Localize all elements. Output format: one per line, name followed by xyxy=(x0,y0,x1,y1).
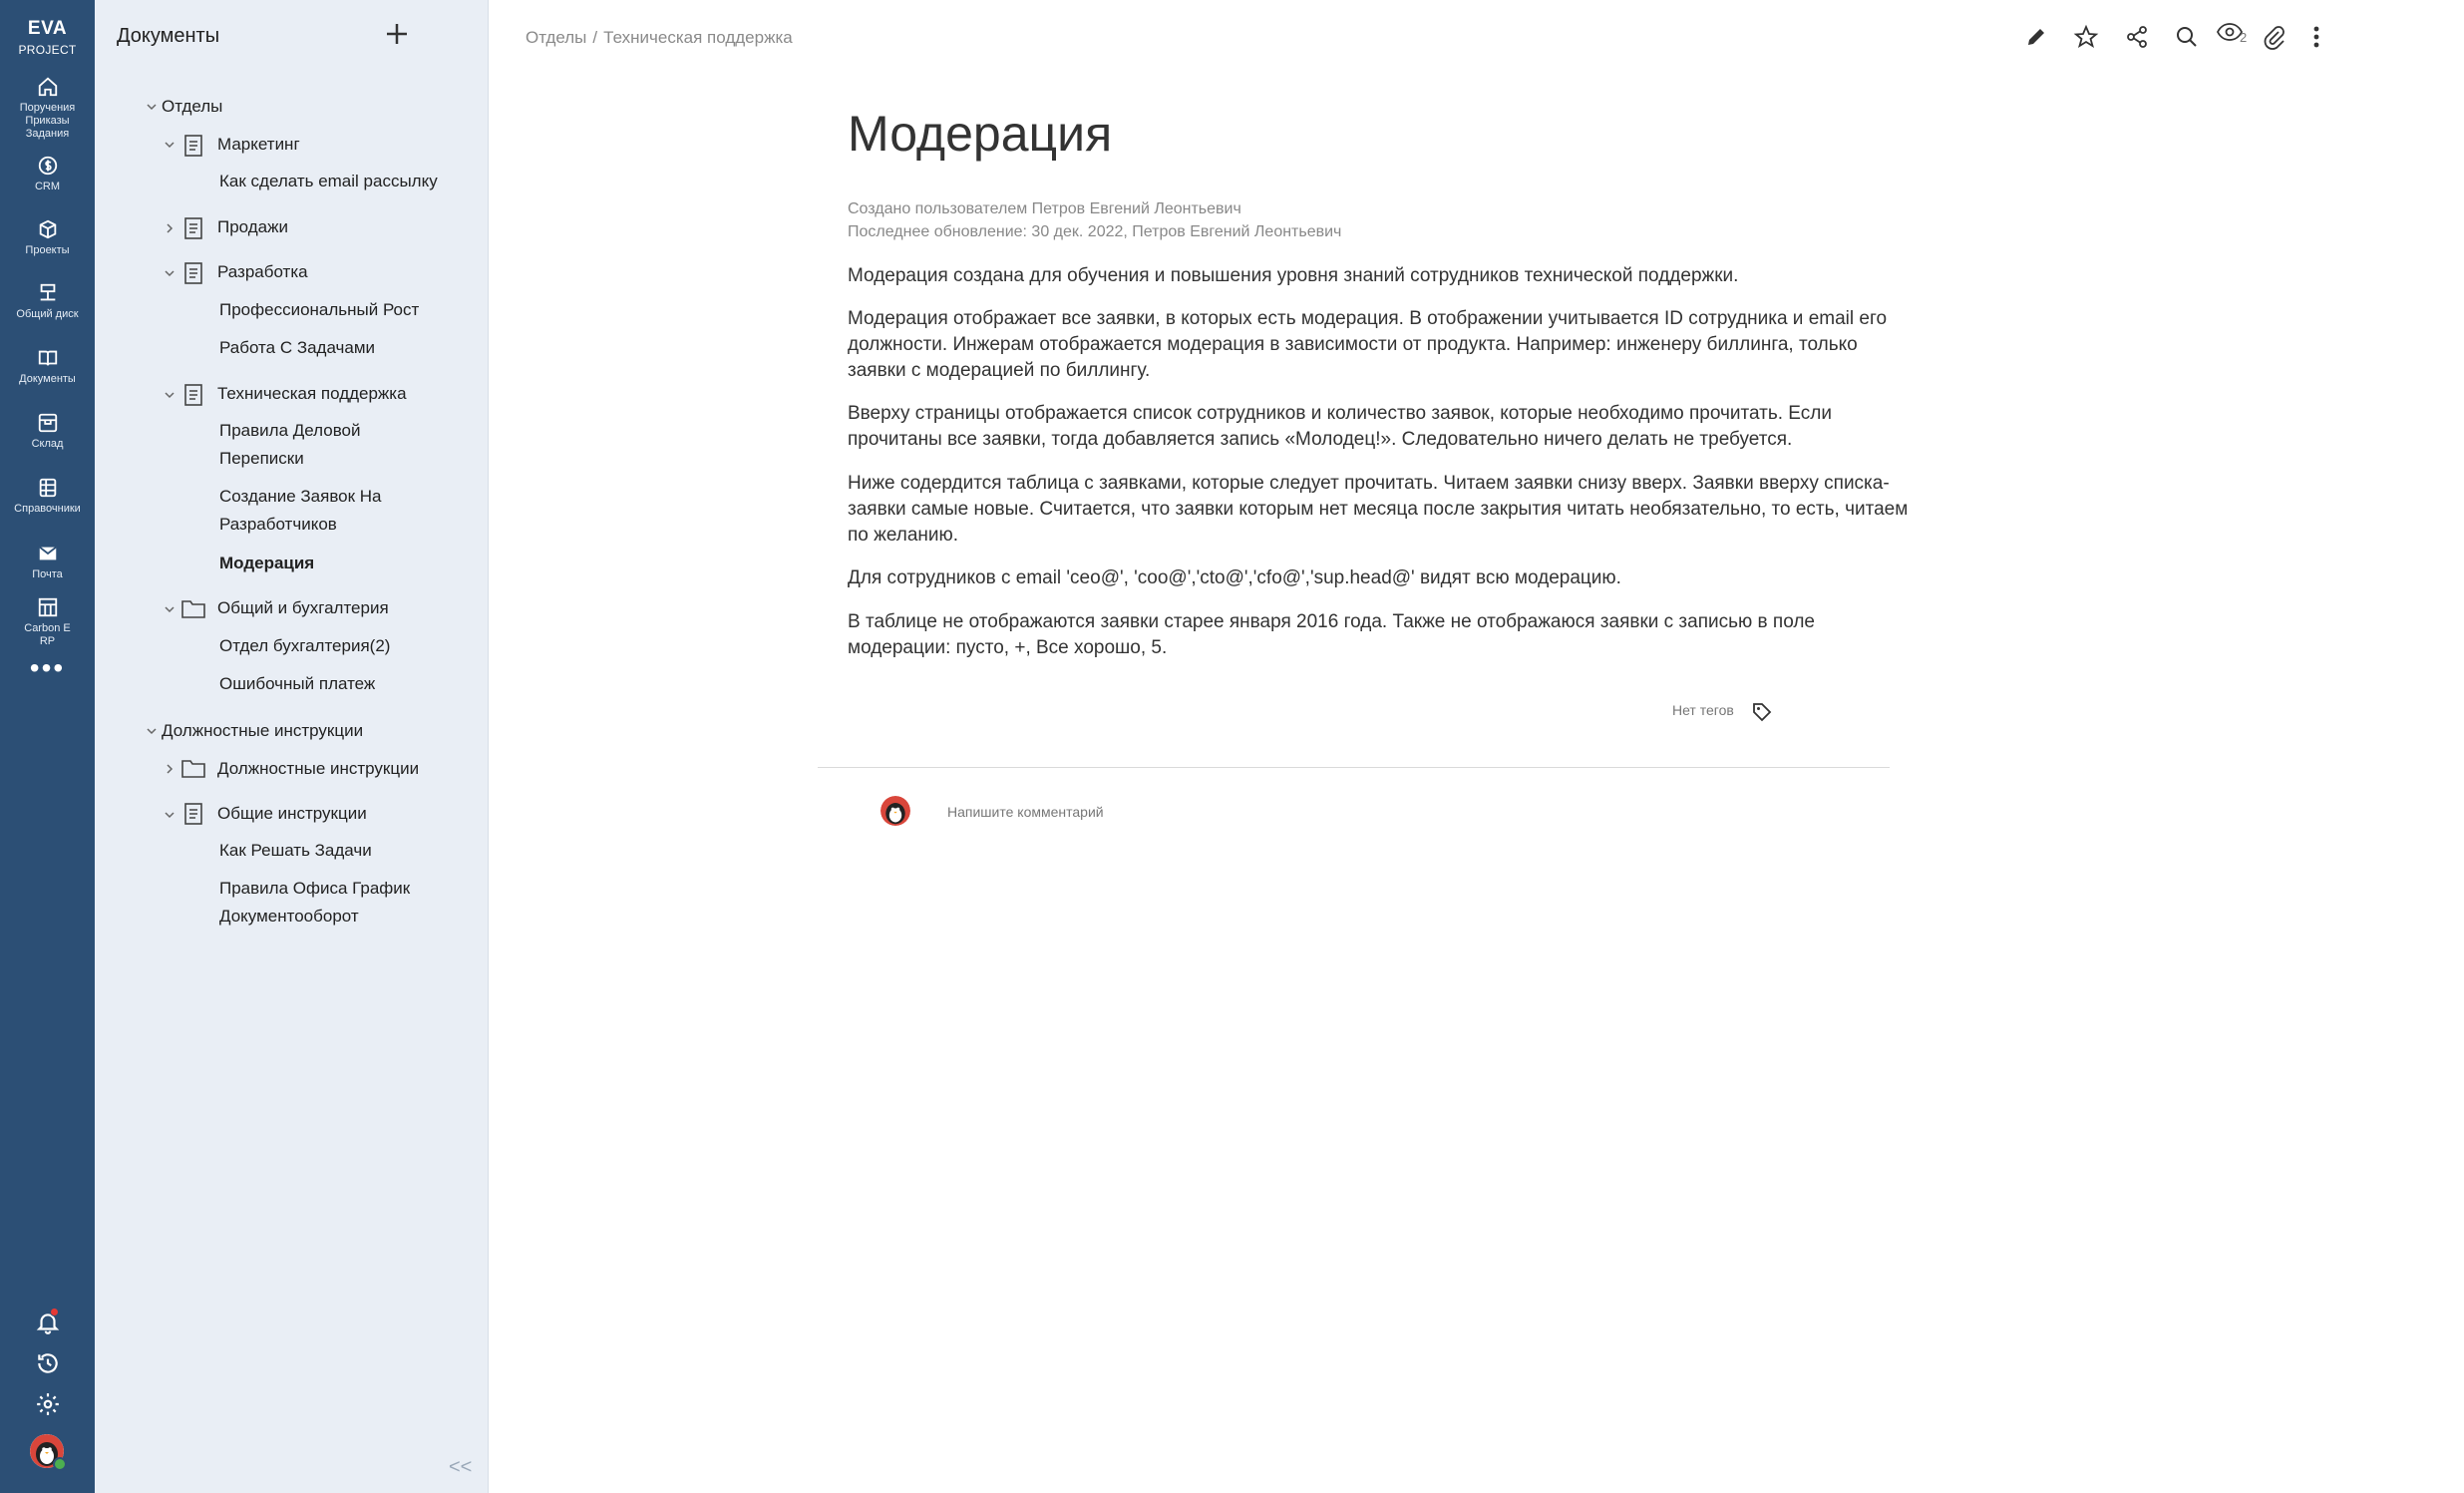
documents-panel xyxy=(95,0,489,1493)
chevron-right-icon[interactable] xyxy=(163,762,176,776)
box-icon xyxy=(37,218,59,240)
breadcrumb xyxy=(526,28,793,48)
penguin-avatar-icon xyxy=(880,796,910,826)
home-icon xyxy=(37,76,59,98)
article-paragraph: Ниже содердится таблица с заявками, которые следует прочитать. Читаем заявки снизу вверх. Заявки вверху списка-заявки самые новые. Считается, что заявки которым нет месяца после закрытия читать необязательно, то есть, читаем по желанию. xyxy=(848,473,1909,546)
article-paragraph: Для сотрудников с email 'ceo@', 'coo@','cto@','cfo@','sup.head@' видят всю модерацию. xyxy=(848,567,1621,588)
created-by: Создано пользователем Петров Евгений Леонтьевич xyxy=(848,200,1241,217)
brand-name: EVA xyxy=(27,18,68,39)
article-paragraph: В таблице не отображаются заявки старее января 2016 года. Также не отображаюся заявки с записью в поле модерации: пусто, +, Все хорошо, 5. xyxy=(848,611,1816,658)
views-count: 2 xyxy=(2240,30,2248,45)
tree-item-email-campaign[interactable]: Как сделать email рассылку xyxy=(219,172,438,190)
notifications-button[interactable] xyxy=(0,1309,95,1340)
tree-item-general-instructions[interactable]: Общие инструкции xyxy=(217,804,367,823)
nav-warehouse-label: Склад xyxy=(31,438,64,450)
warehouse-icon xyxy=(37,412,59,434)
folder-icon xyxy=(180,756,206,780)
tree-item-sales[interactable]: Продажи xyxy=(217,217,288,236)
breadcrumb-link-otdely[interactable]: Отделы xyxy=(526,28,587,47)
tree-item-professional-growth[interactable]: Профессиональный Рост xyxy=(219,300,420,319)
article-paragraph: Вверху страницы отображается список сотрудников и количество заявок, которые необходимо прочитать. Если прочитаны все заявки, тогда добавляется запись «Молодец!». Следовательно ничего делать не требуется. xyxy=(848,403,1832,450)
tags-label[interactable]: Нет тегов xyxy=(1672,702,1734,718)
nav-documents-label: Документы xyxy=(19,373,76,385)
paperclip-icon[interactable] xyxy=(2259,22,2288,52)
document-icon xyxy=(182,383,204,407)
page-title: Модерация xyxy=(848,106,1113,162)
tree-item-job-instructions-sub[interactable]: Должностные инструкции xyxy=(217,759,420,778)
nav-tasks-label: Поручения Приказы Задания xyxy=(19,102,76,140)
tree-item-accounting-dept[interactable]: Отдел бухгалтерия(2) xyxy=(219,636,391,655)
history-icon xyxy=(35,1350,61,1376)
tree-item-otdely[interactable]: Отделы xyxy=(162,97,223,116)
article-paragraph: Модерация отображает все заявки, в которых есть модерация. В отображении учитывается ID сотрудника и email его должности. Инжерам отображается модерация в зависимости от продукта. Например: инженеру биллинга, только заявки с модерацией по биллингу. xyxy=(848,308,1888,381)
breadcrumb-separator: / xyxy=(592,28,598,47)
book-icon xyxy=(37,347,59,369)
more-vertical-icon[interactable] xyxy=(2301,22,2331,52)
nav-documents[interactable] xyxy=(0,347,95,386)
nav-projects-label: Проекты xyxy=(25,244,70,256)
tree-item-general-accounting[interactable]: Общий и бухгалтерия xyxy=(217,598,389,617)
add-document-button[interactable] xyxy=(379,16,415,52)
nav-warehouse[interactable] xyxy=(0,412,95,451)
document-icon xyxy=(182,134,204,158)
notification-indicator xyxy=(50,1307,59,1316)
brand-subtitle: PROJECT xyxy=(18,43,77,57)
chevron-down-icon[interactable] xyxy=(163,602,176,616)
comment-input[interactable]: Напишите комментарий xyxy=(947,804,1104,820)
settings-button[interactable] xyxy=(0,1391,95,1422)
article-paragraph: Модерация создана для обучения и повышения уровня знаний сотрудников технической поддержки. xyxy=(848,265,1739,286)
grid-icon xyxy=(37,596,59,618)
table-icon xyxy=(37,477,59,499)
comments-divider xyxy=(818,767,1890,768)
nav-crm-label: CRM xyxy=(34,181,61,192)
chevron-down-icon[interactable] xyxy=(145,100,159,114)
tree-item-task-work[interactable]: Работа С Задачами xyxy=(219,338,376,357)
collapse-panel-button[interactable]: << xyxy=(449,1456,473,1478)
tree-item-tech-support[interactable]: Техническая поддержка xyxy=(217,384,407,403)
edit-icon[interactable] xyxy=(2021,22,2051,52)
nav-shared-disk-label: Общий диск xyxy=(16,308,79,320)
document-icon xyxy=(182,802,204,826)
chevron-down-icon[interactable] xyxy=(145,724,159,738)
tree-item-development[interactable]: Разработка xyxy=(217,262,308,281)
tree-item-job-instructions[interactable]: Должностные инструкции xyxy=(162,721,364,740)
search-icon[interactable] xyxy=(2172,22,2202,52)
tree-item-moderation-active[interactable]: Модерация xyxy=(219,554,315,572)
nav-carbon-erp[interactable] xyxy=(0,596,95,648)
nav-mail-label: Почта xyxy=(32,568,63,580)
chevron-down-icon[interactable] xyxy=(163,138,176,152)
document-icon xyxy=(182,261,204,285)
chevron-right-icon[interactable] xyxy=(163,221,176,235)
nav-shared-disk[interactable] xyxy=(0,282,95,321)
nav-crm[interactable] xyxy=(0,155,95,193)
comment-avatar xyxy=(880,796,910,826)
main-content xyxy=(489,0,2464,1493)
share-icon[interactable] xyxy=(2122,22,2152,52)
mail-icon xyxy=(37,543,59,564)
dollar-icon xyxy=(37,155,59,177)
star-icon[interactable] xyxy=(2071,22,2101,52)
chevron-down-icon[interactable] xyxy=(163,266,176,280)
tree-item-developer-requests[interactable]: Создание Заявок На Разработчиков xyxy=(219,487,382,534)
nav-references-label: Справочники xyxy=(14,503,81,515)
last-updated: Последнее обновление: 30 дек. 2022, Петров Евгений Леонтьевич xyxy=(848,223,1342,240)
tree-item-solve-tasks[interactable]: Как Решать Задачи xyxy=(219,841,372,860)
tree-item-marketing[interactable]: Маркетинг xyxy=(217,135,300,154)
tree-item-office-rules[interactable]: Правила Офиса График Документооборот xyxy=(219,879,411,926)
folder-icon xyxy=(180,596,206,620)
network-drive-icon xyxy=(37,282,59,304)
nav-mail[interactable] xyxy=(0,543,95,581)
nav-tasks[interactable] xyxy=(0,76,95,141)
left-nav-rail xyxy=(0,0,95,1493)
document-icon xyxy=(182,216,204,240)
nav-references[interactable] xyxy=(0,477,95,516)
tree-item-wrong-payment[interactable]: Ошибочный платеж xyxy=(219,674,376,693)
gear-icon xyxy=(35,1391,61,1417)
nav-projects[interactable] xyxy=(0,218,95,257)
tree-item-business-correspondence[interactable]: Правила Деловой Переписки xyxy=(219,421,361,468)
history-button[interactable] xyxy=(0,1350,95,1381)
more-nav-button[interactable]: ••• xyxy=(29,652,66,683)
breadcrumb-link-tech-support[interactable]: Техническая поддержка xyxy=(603,28,793,47)
online-status-indicator xyxy=(53,1457,67,1471)
chevron-down-icon[interactable] xyxy=(163,388,176,402)
chevron-down-icon[interactable] xyxy=(163,808,176,822)
panel-title: Документы xyxy=(117,25,220,47)
tag-add-icon[interactable] xyxy=(1750,700,1774,724)
brand-logo[interactable] xyxy=(0,18,95,57)
nav-carbon-erp-label: Carbon E RP xyxy=(24,622,71,647)
